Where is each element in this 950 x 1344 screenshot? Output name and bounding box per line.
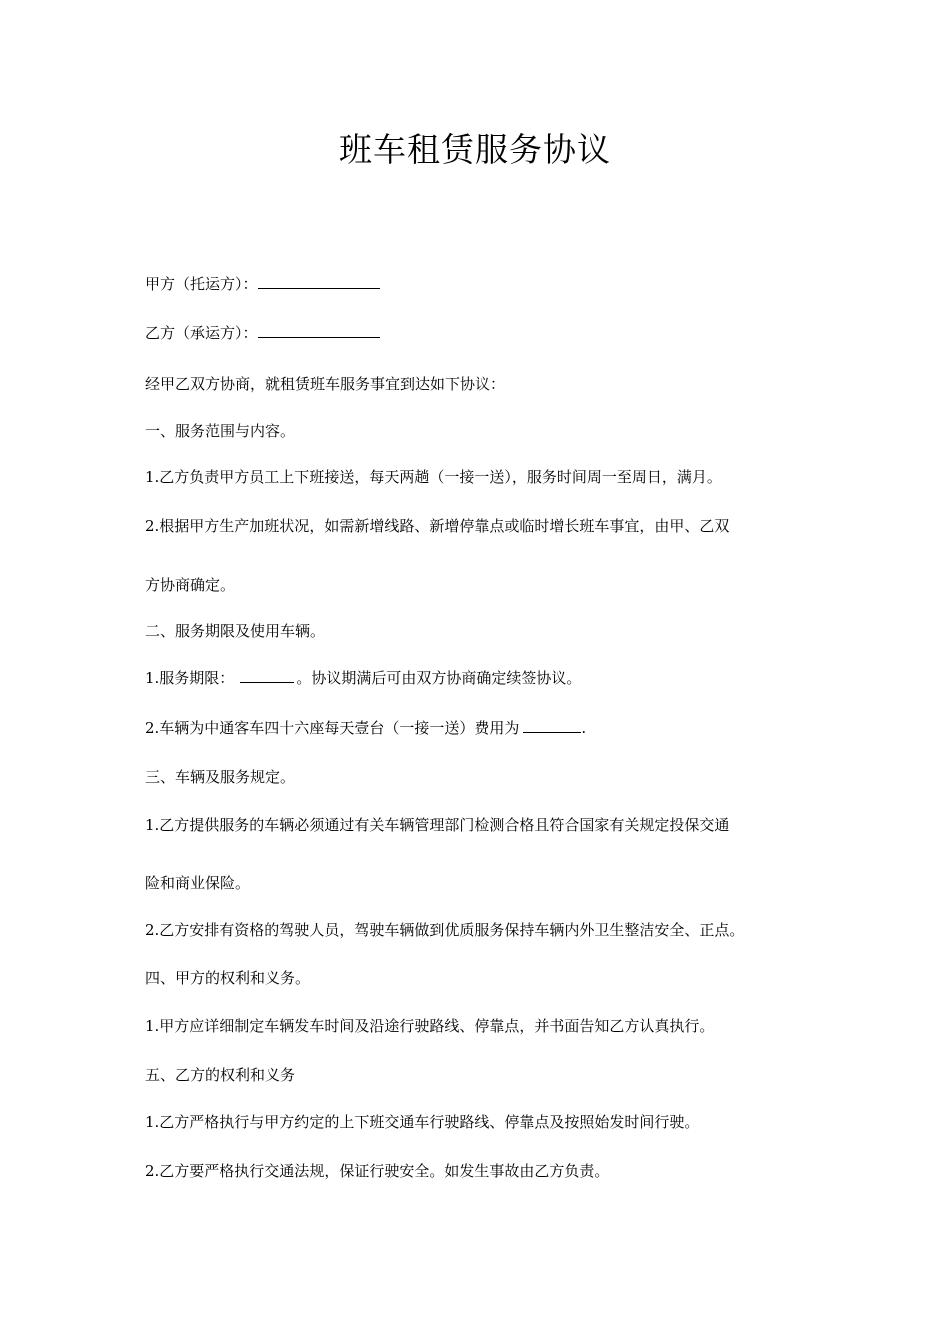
- section-2-heading: 二、服务期限及使用车辆。: [145, 622, 326, 640]
- section-1-heading: 一、服务范围与内容。: [145, 422, 296, 440]
- fee-suffix: .: [581, 719, 587, 737]
- section-4-heading: 四、甲方的权利和义务。: [145, 969, 311, 987]
- fee-label: 2.车辆为中通客车四十六座每天壹台（一接一送）费用为: [145, 719, 520, 737]
- intro-paragraph: 经甲乙双方协商，就租赁班车服务事宜到达如下协议：: [145, 375, 506, 393]
- section-2-item-2: [145, 716, 586, 740]
- section-5-heading: 五、乙方的权利和义务: [145, 1066, 296, 1084]
- party-b-blank: [258, 323, 380, 338]
- document-title: 班车租赁服务协议: [339, 130, 611, 169]
- party-a-line: [145, 272, 380, 296]
- term-blank: [240, 668, 294, 683]
- section-1-item-2-line-2: 方协商确定。: [145, 576, 236, 594]
- party-b-label: 乙方（承运方）：: [145, 324, 258, 342]
- section-3-item-2: 2.乙方安排有资格的驾驶人员，驾驶车辆做到优质服务保持车辆内外卫生整洁安全、正点。: [145, 921, 745, 939]
- section-1-item-1: 1.乙方负责甲方员工上下班接送，每天两趟（一接一送），服务时间周一至周日，满月。: [145, 468, 722, 486]
- party-b-line: [145, 321, 380, 345]
- party-a-blank: [258, 274, 380, 289]
- term-label: 1.服务期限：: [145, 669, 235, 687]
- section-1-item-2-line-1: 2.根据甲方生产加班状况，如需新增线路、新增停靠点或临时增长班车事宜，由甲、乙双: [145, 517, 730, 535]
- section-2-item-1: [145, 666, 581, 690]
- section-3-item-1-line-2: 险和商业保险。: [145, 874, 251, 892]
- section-5-item-1: 1.乙方严格执行与甲方约定的上下班交通车行驶路线、停靠点及按照始发时间行驶。: [145, 1113, 700, 1131]
- term-suffix: 。协议期满后可由双方协商确定续签协议。: [296, 669, 582, 687]
- section-3-heading: 三、车辆及服务规定。: [145, 768, 296, 786]
- fee-blank: [523, 718, 581, 733]
- section-5-item-2: 2.乙方要严格执行交通法规，保证行驶安全。如发生事故由乙方负责。: [145, 1162, 610, 1180]
- section-4-item-1: 1.甲方应详细制定车辆发车时间及沿途行驶路线、停靠点，并书面告知乙方认真执行。: [145, 1017, 715, 1035]
- party-a-label: 甲方（托运方）：: [145, 275, 258, 293]
- section-3-item-1-line-1: 1.乙方提供服务的车辆必须通过有关车辆管理部门检测合格且符合国家有关规定投保交通: [145, 816, 730, 834]
